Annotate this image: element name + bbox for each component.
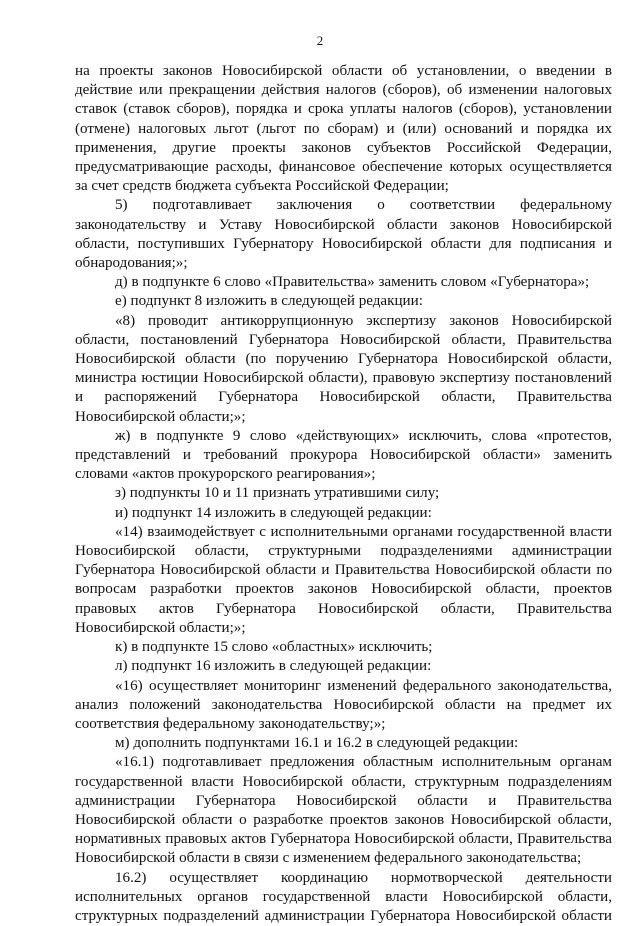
paragraph-item-16-1: «16.1) подготавливает предложения областным исполнительным органам государственной власти Новосибирской области, структурным подразделениям администрации Губернатора Новосибирской области и Правительства Новосибирской области о разработке проектов законов Новосибирской области, нормативных правовых актов Губернатора Новосибирской области, Правительства Новосибирской области в связи с изменением федерального законодательства; (75, 754, 612, 867)
page-number: 2 (316, 33, 324, 48)
document-body (75, 62, 612, 926)
paragraph-item-l: л) подпункт 16 изложить в следующей редакции: (115, 658, 432, 675)
paragraph-item-8: «8) проводит антикоррупционную экспертизу законов Новосибирской области, постановлений Губернатора Новосибирской области, Правительства Новосибирской области (по поручению Губернатора Новосибирской области, министра юстиции Новосибирской области), правовую экспертизу постановлений и распоряжений Губернатора Новосибирской области, Правительства Новосибирской области;»; (75, 312, 612, 425)
paragraph-item-z: з) подпункты 10 и 11 признать утратившими силу; (115, 485, 440, 502)
paragraph-item-5: 5) подготавливает заключения о соответствии федеральному законодательству и Уставу Новосибирской области законов Новосибирской области, поступивших Губернатору Новосибирской области для подписания и обнародования;»; (75, 197, 612, 272)
paragraph-item-k: к) в подпункте 15 слово «областных» исключить; (115, 639, 433, 656)
paragraph-continuation: на проекты законов Новосибирской области об установлении, о введении в действие или прекращении действия налогов (сборов), об изменении налоговых ставок (ставок сборов), порядка и срока уплаты налогов (сборов), установлении (отмене) налоговых льгот (льгот по сборам) и (или) оснований и порядка их применения, другие проекты законов субъектов Российской Федерации, предусматривающие расходы, финансовое обеспечение которых осуществляется за счет средств бюджета субъекта Российской Федерации; (75, 63, 612, 195)
paragraph-item-d: д) в подпункте 6 слово «Правительства» заменить словом «Губернатора»; (115, 274, 590, 291)
paragraph-item-m: м) дополнить подпунктами 16.1 и 16.2 в следующей редакции: (115, 735, 519, 752)
paragraph-item-e: е) подпункт 8 изложить в следующей редакции: (115, 293, 423, 310)
paragraph-item-i: и) подпункт 14 изложить в следующей редакции: (115, 504, 432, 521)
paragraph-item-14: «14) взаимодействует с исполнительными органами государственной власти Новосибирской области, структурными подразделениями администрации Губернатора Новосибирской области и Правительства Новосибирской области по вопросам разработки проектов законов Новосибирской области, проектов правовых актов Губернатора Новосибирской области, Правительства Новосибирской области;»; (75, 523, 612, 636)
paragraph-item-zh: ж) в подпункте 9 слово «действующих» исключить, слова «протестов, представлений и требований прокурора Новосибирской области» заменить словами «актов прокурорского реагирования»; (75, 427, 612, 483)
paragraph-item-16-2: 16.2) осуществляет координацию нормотворческой деятельности исполнительных органов государственной власти Новосибирской области, структурных подразделений администрации Губернатора Новосибирской области (75, 869, 612, 924)
paragraph-item-16: «16) осуществляет мониторинг изменений федерального законодательства, анализ положений законодательства Новосибирской области на предмет их соответствия федеральному законодательству;»; (75, 677, 612, 732)
